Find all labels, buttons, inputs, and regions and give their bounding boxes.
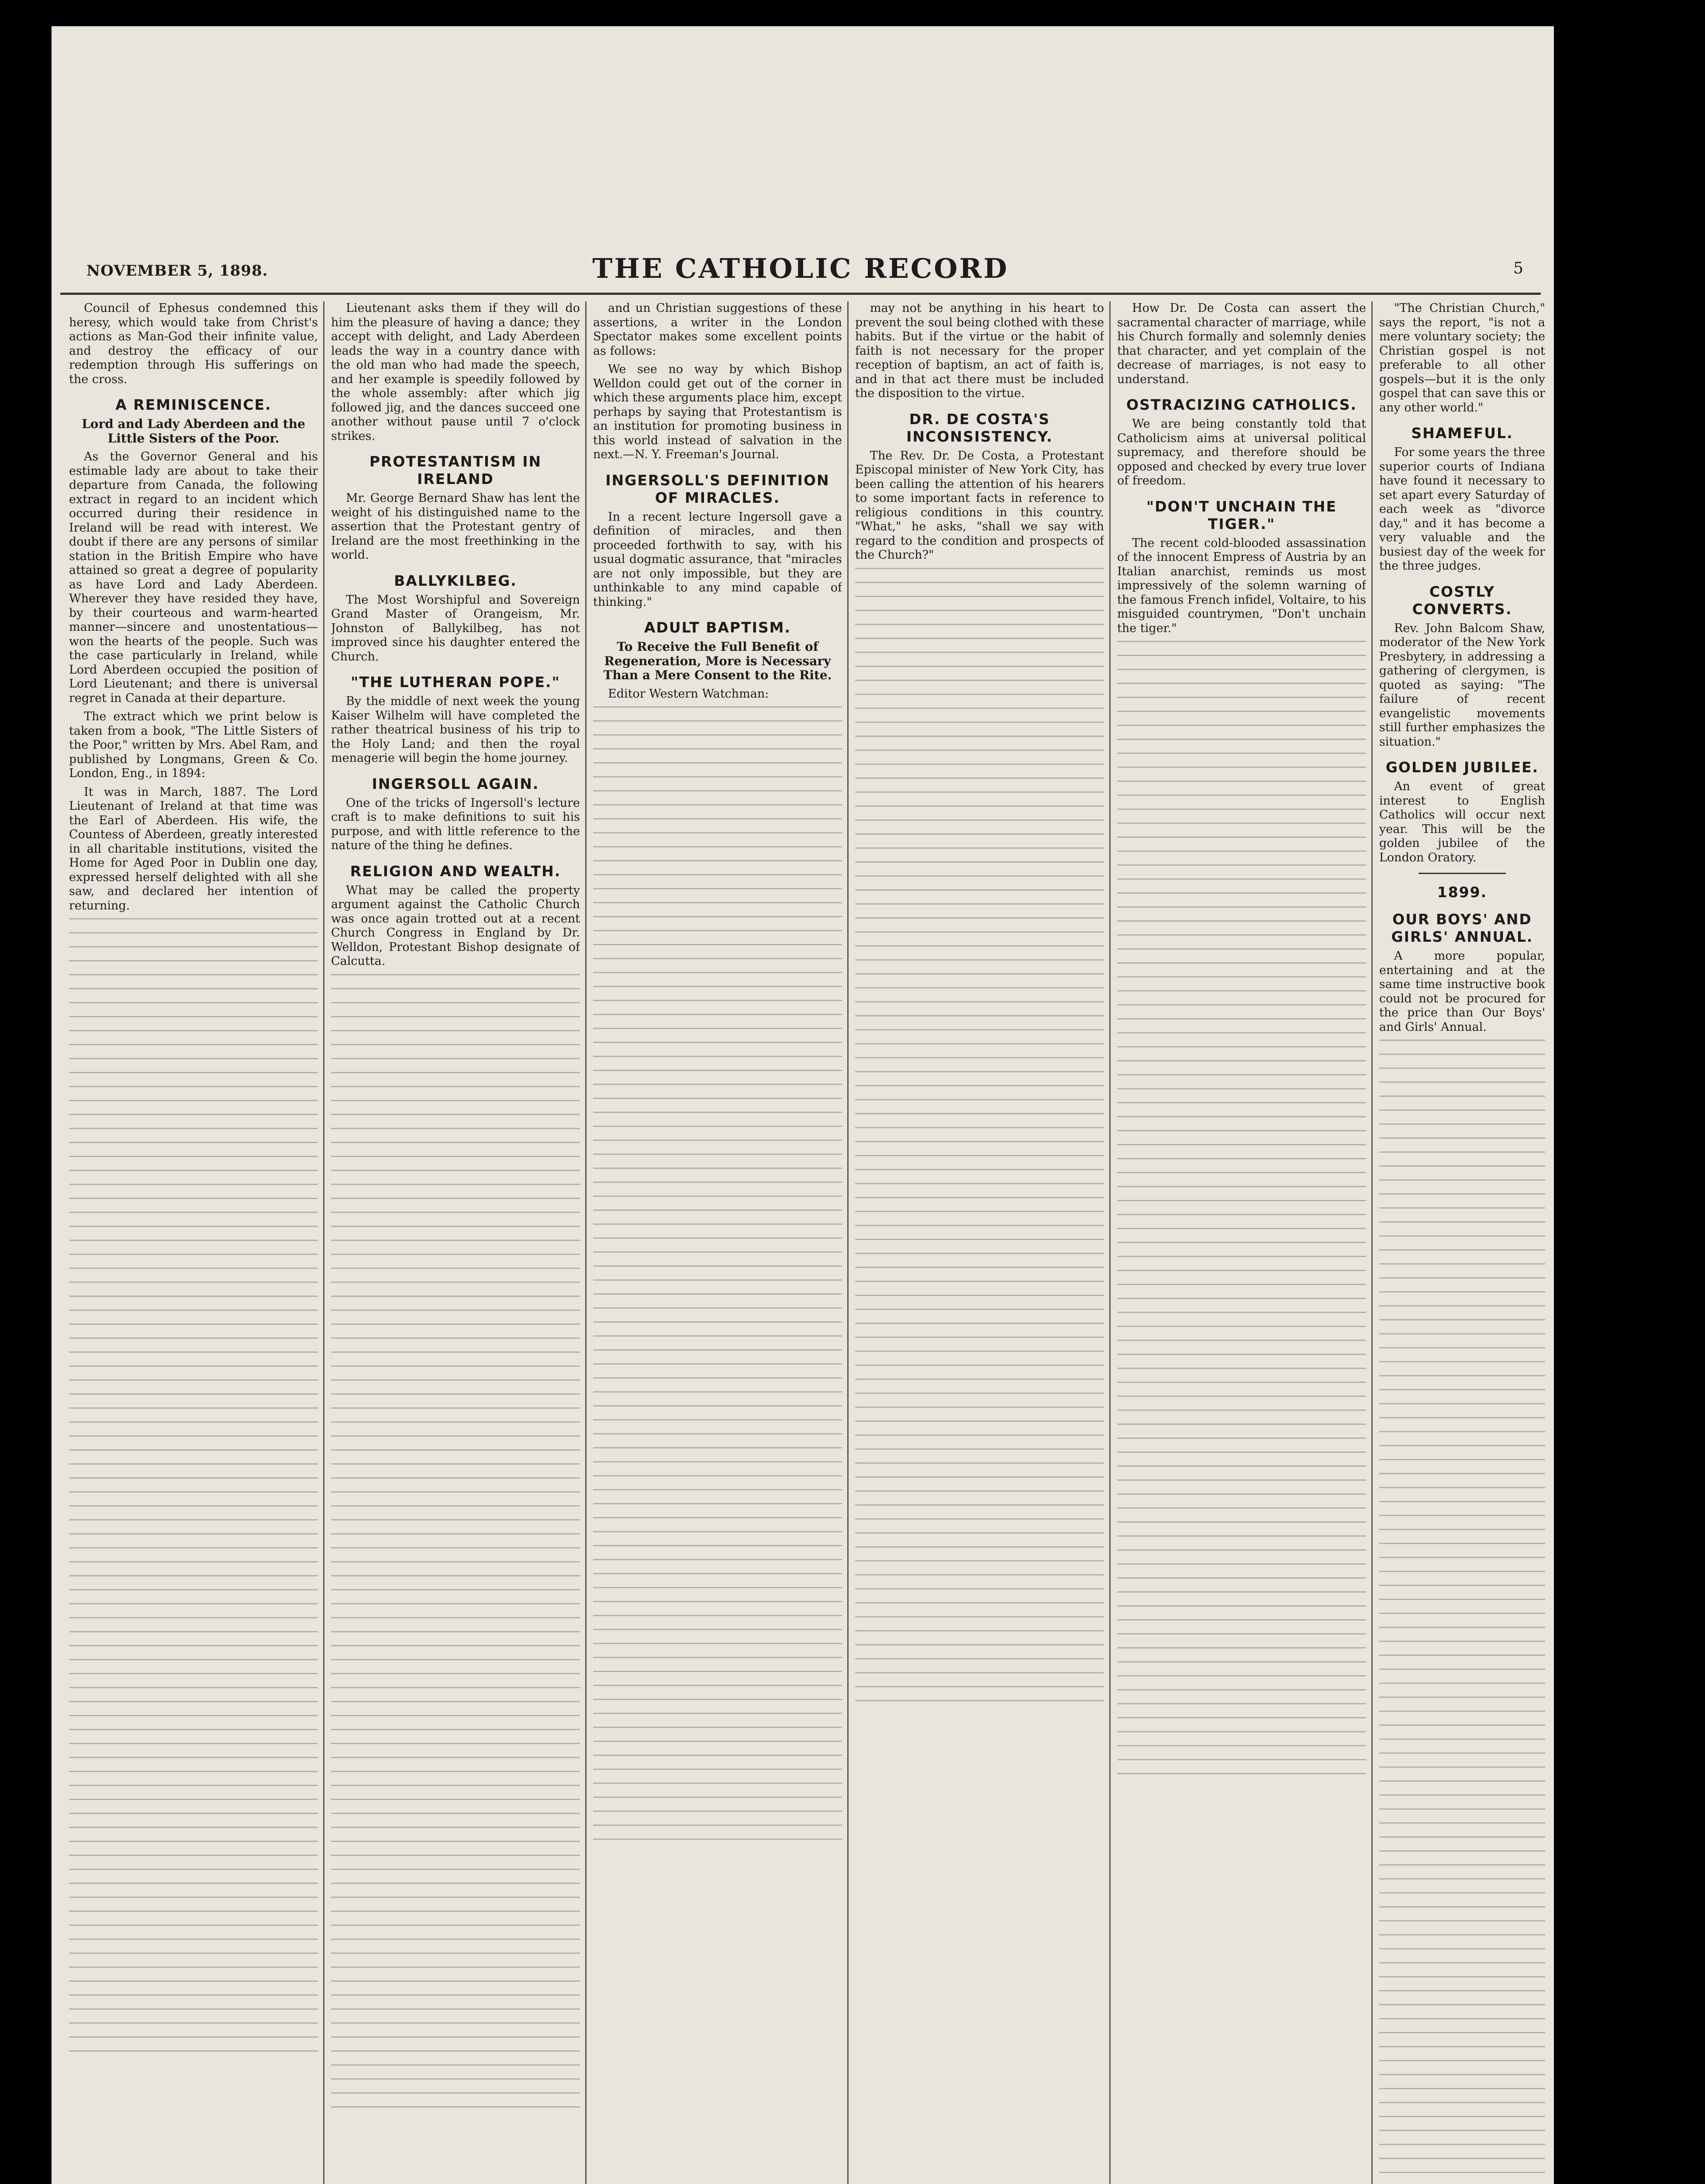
headline: GOLDEN JUBILEE. [1385,759,1539,776]
text-block [593,706,842,1842]
headline: COSTLY CONVERTS. [1412,583,1512,618]
paragraph: Council of Ephesus condemned this heresy, which would take from Christ's actions as Man-God their infinite value, and destroy the efficacy of our redemption through His sufferings on the cross. [69,301,318,386]
headline: 1899. [1437,884,1488,901]
deck: Lord and Lady Aberdeen and the Little Sisters of the Poor. [82,417,305,446]
paragraph: The extract which we print below is taken from a book, "The Little Sisters of the Poor," written by Mrs. Abel Ram, and published by Longmans, Green & Co. London, Eng., in 1894: [69,710,318,780]
paragraph: Lieutenant asks them if they will do him the pleasure of having a dance; they accept with delight, and Lady Aberdeen leads the way in a country dance with the old man who had made the speech, and her example is speedily followed by the whole assembly: after which jig followed jig, and the dances succeed one another without pause until 7 o'clock strikes. [331,301,580,443]
headline: INGERSOLL AGAIN. [372,775,539,792]
paragraph: A more popular, entertaining and at the same time instructive book could not be procured for the price than Our Boys' and Girls' Annual. [1379,949,1545,1034]
column-3 [593,301,842,2184]
headline: "THE LUTHERAN POPE." [351,674,560,691]
newspaper-page [52,26,1606,2184]
text-block [331,974,580,2110]
paragraph: As the Governor General and his estimable lady are about to take their departure from Canada, the following extract in regard to an incident which occurred during their residence in Ireland will be read with interest. We doubt if there are any persons of similar station in the British Empire who have attained so great a degree of popularity as have Lord and Lady Aberdeen. Wherever they have resided they have, by their courteous and warm-hearted manner—sincere and unostentatious—won the hearts of the people. Such was the case particularly in Ireland, while Lord Aberdeen occupied the position of Lord Lieutenant; and there is universal regret in Canada at their departure. [69,450,318,705]
column-4 [855,301,1104,2184]
headline: INGERSOLL'S DEFINITION OF MIRACLES. [605,471,830,506]
paragraph: may not be anything in his heart to prevent the soul being clothed with these habits. But if the virtue or the habit of faith is not necessary for the proper reception of baptism, an act of faith is, and in that act there must be included the disposition to the virtue. [855,301,1104,400]
headline: OSTRACIZING CATHOLICS. [1126,396,1357,413]
paragraph: The Rev. Dr. De Costa, a Protestant Episcopal minister of New York City, has been calling the attention of his hearers to some important facts in reference to religious conditions in this country. "What," he asks, "shall we say with regard to the condition and prospects of the Church?" [855,449,1104,562]
column-rule [1109,301,1111,2184]
text-block [1117,641,1366,1776]
paragraph: Mr. George Bernard Shaw has lent the weight of his distinguished name to the assertion that the Protestant gentry of Ireland are the most freethinking in the world. [331,491,580,562]
paragraph: We see no way by which Bishop Welldon could get out of the corner in which these arguments place him, except perhaps by saying that Protestantism is an institution for promoting business in this world instead of salvation in the next.—N. Y. Freeman's Journal. [593,363,842,461]
deck: To Receive the Full Benefit of Regeneration, More is Necessary Than a Mere Consent to the Rite. [603,639,832,682]
newspaper-title: THE CATHOLIC RECORD [592,252,1009,284]
headline: DR. DE COSTA'S INCONSISTENCY. [906,410,1053,445]
text-block [1379,1040,1545,2175]
paragraph: One of the tricks of Ingersoll's lecture craft is to make definitions to suit his purpose, and with little reference to the nature of the thing he defines. [331,796,580,852]
column-5 [1117,301,1366,2184]
headline: A REMINISCENCE. [115,396,272,413]
column-rule [585,301,587,2184]
column-1 [69,301,318,2184]
text-block [855,568,1104,1704]
headline: OUR BOYS' AND GIRLS' ANNUAL. [1391,911,1533,945]
paragraph: We are being constantly told that Catholicism aims at universal political supremacy, and therefore should be opposed and checked by every true lover of freedom. [1117,417,1366,487]
paragraph: What may be called the property argument against the Catholic Church was once again trotted out at a recent Church Congress in England by Dr. Welldon, Protestant Bishop designate of Calcutta. [331,883,580,968]
divider [1419,873,1506,874]
masthead [60,245,1541,295]
paragraph: By the middle of next week the young Kaiser Wilhelm will have completed the rather theatrical business of his trip to the Holy Land; and then the royal menagerie will begin the home journey. [331,695,580,765]
paragraph: It was in March, 1887. The Lord Lieutenant of Ireland at that time was the Earl of Aberdeen. His wife, the Countess of Aberdeen, greatly interested in all charitable institutions, visited the Home for Aged Poor in Dublin one day, expressed herself delighted with all she saw, and declared her intention of returning. [69,785,318,912]
paragraph: In a recent lecture Ingersoll gave a definition of miracles, and then proceeded forthwith to say, with his usual dogmatic assurance, that "miracles are not only impossible, but they are unthinkable to any mind capable of thinking." [593,510,842,609]
issue-date: NOVEMBER 5, 1898. [86,262,268,280]
headline: RELIGION AND WEALTH. [350,862,561,880]
paragraph: An event of great interest to English Catholics will occur next year. This will be the golden jubilee of the London Oratory. [1379,780,1545,864]
scan-edge [1554,26,1606,2184]
headline: SHAMEFUL. [1411,425,1513,442]
paragraph: "The Christian Church," says the report, "is not a mere voluntary society; the Christian gospel is not preferable to all other gospels—but it is the only gospel that can save this or any other world." [1379,301,1545,415]
paragraph: How Dr. De Costa can assert the sacramental character of marriage, while his Church formally and solemnly denies that character, and yet complain of the decrease of marriages, is not easy to understand. [1117,301,1366,386]
headline: PROTESTANTISM IN IRELAND [369,453,542,487]
column-2 [331,301,580,2184]
paragraph: The Most Worshipful and Sovereign Grand Master of Orangeism, Mr. Johnston of Ballykilbeg, has not improved since his daughter entered the Church. [331,593,580,663]
column-rule [847,301,849,2184]
headline: BALLYKILBEG. [394,572,517,589]
headline: "DON'T UNCHAIN THE TIGER." [1146,498,1337,532]
page-number: 5 [1513,259,1523,277]
column-rule [1371,301,1373,2184]
paragraph: and un Christian suggestions of these assertions, a writer in the London Spectator makes some excellent points as follows: [593,301,842,358]
paragraph: For some years the three superior courts of Indiana have found it necessary to set apart every Saturday of each week as "divorce day," and it has become a very valuable and the busiest day of the week for the three judges. [1379,446,1545,573]
column-rule [323,301,324,2184]
paragraph: The recent cold-blooded assassination of the innocent Empress of Austria by an Italian anarchist, reminds us most impressively of the solemn warning of the famous French infidel, Voltaire, to his misguided countrymen, "Don't unchain the tiger." [1117,536,1366,635]
text-block [69,918,318,2054]
column-6 [1379,301,1545,2184]
paragraph: Rev. John Balcom Shaw, moderator of the New York Presbytery, in addressing a gathering of clergymen, is quoted as saying: "The failure of recent evangelistic movements still further emphasizes the situation." [1379,621,1545,749]
paragraph: Editor Western Watchman: [608,687,769,701]
headline: ADULT BAPTISM. [644,619,791,636]
